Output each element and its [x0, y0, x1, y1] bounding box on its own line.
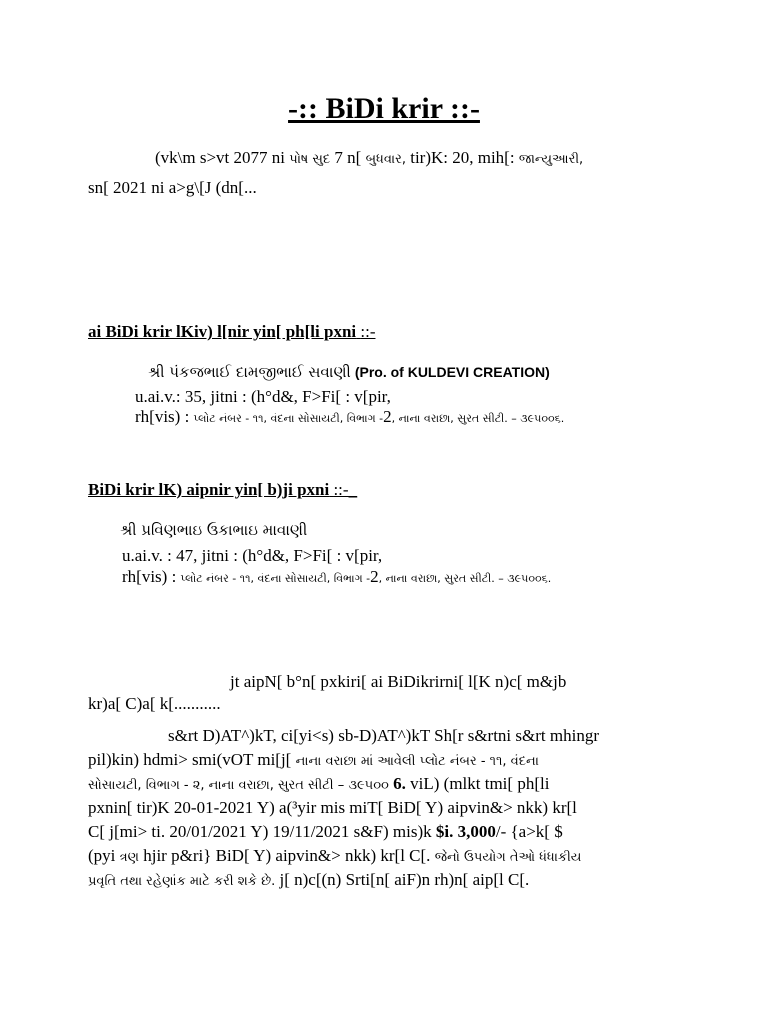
body-p2-line2-guj: નાના વરાછા માં આવેલી પ્લોટ નંબર - ૧૧, વંદના: [295, 754, 539, 769]
body-p2-line5-amount: $i. 3,000: [435, 822, 496, 841]
party2-address-guj-a: પ્લોટ નંબર - ૧૧, વંદના સોસાયટી, વિભાગ -: [180, 572, 371, 585]
body-p2-line3-bold: 6.: [393, 774, 406, 793]
body-p2-line3-guj: સોસાયટી, વિભાગ - ૨, નાના વરાછા, સુરત સીટી – ૩૯૫૦૦: [88, 778, 389, 793]
body-p2-line7-guj: પ્રવૃતિ તથા રહેણાંક માટે કરી શકે છે.: [88, 874, 276, 889]
party1-heading: [88, 322, 375, 342]
party1-address: [135, 405, 564, 431]
party1-address-guj-b: , નાના વરાછા, સુરત સીટી. – ૩૯૫૦૦૬.: [391, 412, 565, 425]
party1-address-label: rh[vis) :: [135, 407, 190, 426]
party2-address: [122, 565, 551, 591]
party2-heading-underscore: _: [348, 480, 358, 499]
party1-company: (Pro. of KULDEVI CREATION): [354, 364, 550, 380]
party2-address-label: rh[vis) :: [122, 567, 177, 586]
party2-heading-sep: ::-: [333, 480, 349, 499]
party1-name: શ્રી પંકજભાઈ દામજીભાઈ સવાણી: [148, 363, 351, 381]
body-p2-line6-guj: ત્રણ: [119, 850, 139, 865]
date-guj-january: જાન્યુઆરી,: [518, 152, 584, 167]
body-p1-line2: kr)a[ C)a[ k[...........: [88, 694, 221, 713]
body-p2-line1: s&rt D)AT^)kT, ci[yi<s) sb-D)AT^)kT Sh[r s&rtni s&rt mhingr: [168, 726, 599, 745]
body-p2-line5-text-b: /- {a>k[ $: [495, 822, 563, 841]
body-p2-line5: [88, 818, 563, 845]
date-text-a: (vk\m s>vt 2077 ni: [155, 148, 286, 167]
party2-name: શ્રી પ્રવિણભાઇ ઉકાભાઇ માવાણી: [120, 521, 308, 539]
body-p2-line7: [88, 866, 529, 895]
party2-address-guj-b: , નાના વરાછા, સુરત સીટી. – ૩૯૫૦૦૬.: [378, 572, 552, 585]
body-p2-line6-guj2: જેનો ઉપયોગ તેઓ ધંધાકીય: [434, 850, 582, 865]
body-p1-line1: jt aipN[ b°n[ pxkiri[ ai BiDikrirni[ l[K n)c[ m&jb: [230, 672, 567, 691]
date-line-2: sn[ 2021 ni a>g\[J (dn[...: [88, 178, 257, 197]
date-guj-weekday: બુધવાર,: [365, 152, 406, 167]
party1-heading-text: ai BiDi krir lKiv) l[nir yin[ ph[li pxni: [88, 322, 357, 341]
party1-details: u.ai.v.: 35, jitni : (h°d&, F>Fi[ : v[pir,: [135, 387, 391, 406]
date-text-c: tir)K: 20, mih[:: [410, 148, 515, 167]
party1-address-guj-a: પ્લોટ નંબર - ૧૧, વંદના સોસાયટી, વિભાગ -: [193, 412, 384, 425]
party1-heading-sep: ::-: [360, 322, 376, 341]
body-p2-line7-text: j[ n)c[(n) Srti[n[ aiF)n rh)n[ aip[l C[.: [279, 870, 530, 889]
party1-address-num: 2: [383, 407, 392, 426]
body-p2-line5-text: C[ j[mi> ti. 20/01/2021 Y) 19/11/2021 s&F) mis)k: [88, 822, 432, 841]
body-p2-line4: pxnin[ tir)K 20-01-2021 Y) a(³yir mis miT[ BiD[ Y) aipvin&> nkk) kr[l: [88, 798, 577, 817]
party1-name-line: [148, 360, 550, 385]
body-p2-line6-text-b: hjir p&ri} BiD[ Y) aipvin&> nkk) kr[l C[.: [143, 846, 431, 865]
document-title: -:: BiDi krir ::-: [288, 92, 480, 125]
body-p2-line2-text: pil)kin) hdmi> smi(vOT mi[j[: [88, 750, 292, 769]
date-line-1: [155, 146, 583, 172]
party2-details: u.ai.v. : 47, jitni : (h°d&, F>Fi[ : v[pir,: [122, 546, 383, 565]
party2-address-num: 2: [370, 567, 379, 586]
body-p2-line3-text: viL) (mlkt tmi[ ph[li: [410, 774, 550, 793]
date-guj-month: પોષ સુદ: [289, 152, 331, 167]
date-text-b: 7 n[: [334, 148, 362, 167]
party2-heading-text: BiDi krir lK) aipnir yin[ b)ji pxni: [88, 480, 330, 499]
party2-heading: [88, 480, 357, 500]
body-p2-line6-text-a: (pyi: [88, 846, 116, 865]
